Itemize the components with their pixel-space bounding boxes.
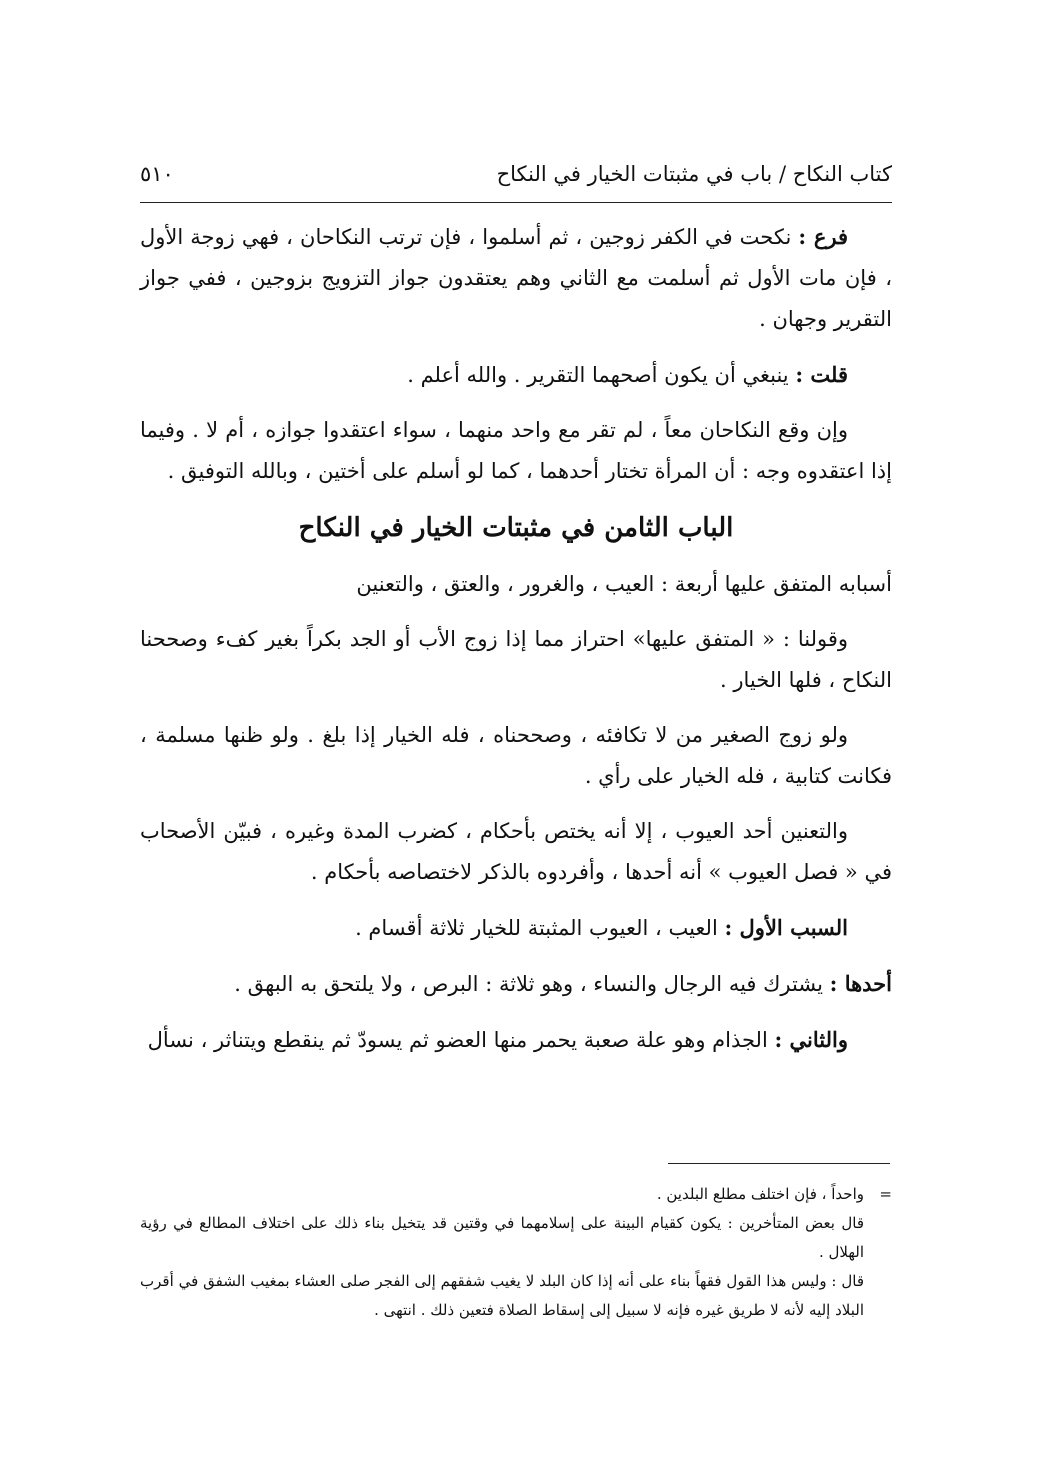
paragraph (140, 216, 892, 340)
page-number: ٥١٠ (140, 162, 174, 186)
paragraph (140, 811, 892, 893)
paragraph-text: والتعنين أحد العيوب ، إلا أنه يختص بأحكام ، كضرب المدة وغيره ، فبيّن الأصحاب في « فصل العيوب » أنه أحدها ، وأفردوه بالذكر لاختصاصه بأحكام . (140, 819, 892, 884)
paragraph-lead: أحدها : (829, 971, 892, 996)
paragraph-lead: قلت : (795, 362, 848, 387)
footnote-text: قال : وليس هذا القول فقهاً بناء على أنه إذا كان البلد لا يغيب شفقهم إلى الفجر صلى العشاء بمغيب الشفق في أقرب البلاد إليه لأنه لا طريق غيره فإنه لا سبيل إلى إسقاط الصلاة فتعين ذلك . انتهى . (140, 1272, 864, 1319)
footnote-divider (668, 1163, 890, 1164)
chapter-title: الباب الثامن في مثبتات الخيار في النكاح (298, 513, 734, 543)
footnote-line (140, 1180, 892, 1209)
footnote-line (140, 1267, 892, 1325)
paragraph (140, 1019, 892, 1061)
paragraph-text: وقولنا : « المتفق عليها» احتراز مما إذا زوج الأب أو الجد بكراً بغير كفء وصححنا النكاح ، فلها الخيار . (140, 627, 892, 692)
paragraph-text: نكحت في الكفر زوجين ، ثم أسلموا ، فإن ترتب النكاحان ، فهي زوجة الأول ، فإن مات الأول ثم أسلمت مع الثاني وهم يعتقدون جواز التزويج بزوجين ، ففي جواز التقرير وجهان . (140, 225, 892, 331)
paragraph (140, 907, 892, 949)
paragraph-text: العيب ، العيوب المثبتة للخيار ثلاثة أقسام . (355, 916, 725, 940)
footnote-line (140, 1209, 892, 1267)
paragraph-text: أسبابه المتفق عليها أربعة : العيب ، والغرور ، والعتق ، والتعنين (356, 572, 892, 596)
paragraph (140, 963, 892, 1005)
paragraph-text: ولو زوج الصغير من لا تكافئه ، وصححناه ، فله الخيار إذا بلغ . ولو ظنها مسلمة ، فكانت كتابية ، فله الخيار على رأي . (140, 723, 892, 788)
paragraph-text: يشترك فيه الرجال والنساء ، وهو ثلاثة : البرص ، ولا يلتحق به البهق . (234, 972, 830, 996)
main-text (140, 216, 892, 1075)
paragraph-text: ينبغي أن يكون أصحهما التقرير . والله أعلم . (407, 363, 796, 387)
paragraph-lead: فرع : (798, 224, 848, 249)
paragraph-text: الجذام وهو علة صعبة يحمر منها العضو ثم يسودّ ثم ينقطع ويتناثر ، نسأل (147, 1028, 775, 1052)
paragraph (140, 619, 892, 701)
paragraph-lead: والثاني : (774, 1027, 848, 1052)
paragraph (140, 410, 892, 492)
paragraph-text: وإن وقع النكاحان معاً ، لم تقر مع واحد منهما ، سواء اعتقدوا جوازه ، أم لا . وفيما إذا اعتقدوه وجه : أن المرأة تختار أحدهما ، كما لو أسلم على أختين ، وبالله التوفيق . (140, 418, 892, 483)
footnote-text: قال بعض المتأخرين : يكون كقيام البينة على إسلامهما في وقتين قد يتخيل بناء ذلك على اختلاف المطالع في رؤية الهلال . (140, 1214, 864, 1261)
paragraph-lead: السبب الأول : (724, 915, 848, 940)
footnote-continuation-marker: = (879, 1185, 892, 1203)
footnotes (140, 1180, 892, 1325)
footnote-text: واحداً ، فإن اختلف مطلع البلدين . (656, 1185, 864, 1203)
paragraph (140, 715, 892, 797)
running-header (140, 158, 892, 203)
running-title: كتاب النكاح / باب في مثبتات الخيار في النكاح (496, 162, 892, 186)
paragraph (140, 564, 892, 605)
paragraph (140, 354, 892, 396)
